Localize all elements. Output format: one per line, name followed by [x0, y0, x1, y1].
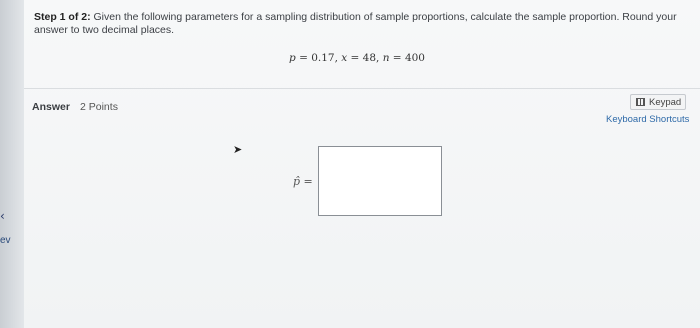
p-hat-label	[293, 175, 313, 188]
answer-input[interactable]	[318, 146, 442, 216]
left-sidebar-edge	[0, 0, 26, 328]
p-symbol: p	[289, 52, 296, 64]
x-value: = 48,	[347, 52, 383, 64]
p-hat-symbol: p̂	[293, 175, 301, 188]
keypad-label: Keypad	[649, 96, 682, 108]
n-symbol: n	[382, 52, 390, 64]
keypad-button[interactable]	[630, 94, 686, 110]
step-label: Step 1 of 2:	[34, 11, 91, 23]
chevron-left-icon[interactable]: ‹	[0, 209, 5, 223]
question-panel	[24, 0, 700, 328]
keyboard-shortcuts-link[interactable]: Keyboard Shortcuts	[606, 114, 690, 125]
x-symbol: x	[341, 52, 348, 64]
given-parameters	[289, 52, 425, 64]
sidebar-partial-text: ev	[0, 235, 11, 246]
question-body: Given the following parameters for a sampling distribution of sample proportions, calculate the sample proportion. Round your answer to two decimal places.	[34, 11, 677, 36]
points-label: 2 Points	[80, 101, 118, 113]
question-text	[34, 11, 684, 37]
answer-label: Answer	[32, 101, 70, 113]
keypad-icon	[636, 98, 645, 106]
section-divider	[24, 88, 700, 89]
n-value: = 400	[389, 52, 425, 64]
mouse-cursor-icon: ➤	[233, 143, 243, 156]
p-value: = 0.17,	[295, 52, 342, 64]
p-hat-equals: =	[300, 175, 313, 188]
